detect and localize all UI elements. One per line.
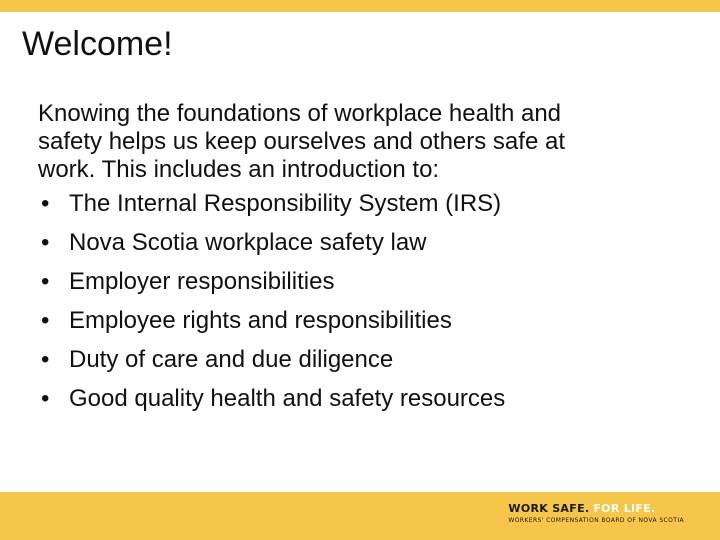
wcb-logo bbox=[508, 502, 684, 524]
bullet-icon: • bbox=[41, 229, 50, 256]
list-item-text: Employer responsibilities bbox=[69, 268, 335, 295]
list-item bbox=[38, 301, 678, 340]
list-item-text: Employee rights and responsibilities bbox=[69, 307, 452, 334]
list-item-text: The Internal Responsibility System (IRS) bbox=[69, 190, 502, 217]
list-item bbox=[38, 184, 678, 223]
logo-part2: FOR LIFE. bbox=[593, 502, 656, 515]
logo-subtitle: WORKERS' COMPENSATION BOARD OF NOVA SCOTIA bbox=[508, 517, 684, 524]
logo-part1: WORK SAFE. bbox=[508, 502, 590, 515]
list-item-text: Duty of care and due diligence bbox=[69, 346, 394, 373]
list-item bbox=[38, 262, 678, 301]
list-item-text: Nova Scotia workplace safety law bbox=[69, 229, 427, 256]
slide-body bbox=[38, 100, 678, 418]
bullet-icon: • bbox=[41, 385, 50, 412]
bullet-icon: • bbox=[41, 190, 50, 217]
top-accent-band bbox=[0, 0, 720, 12]
list-item-text: Good quality health and safety resources bbox=[69, 385, 506, 412]
intro-paragraph: Knowing the foundations of workplace health and safety helps us keep ourselves and others safe at work. This includes an introduction to: bbox=[38, 100, 565, 183]
topic-list bbox=[38, 184, 678, 418]
logo-wordmark bbox=[508, 502, 684, 515]
list-item bbox=[38, 340, 678, 379]
list-item bbox=[38, 223, 678, 262]
bullet-icon: • bbox=[41, 307, 50, 334]
slide-title: Welcome! bbox=[22, 25, 173, 63]
bullet-icon: • bbox=[41, 346, 50, 373]
bullet-icon: • bbox=[41, 268, 50, 295]
list-item bbox=[38, 379, 678, 418]
